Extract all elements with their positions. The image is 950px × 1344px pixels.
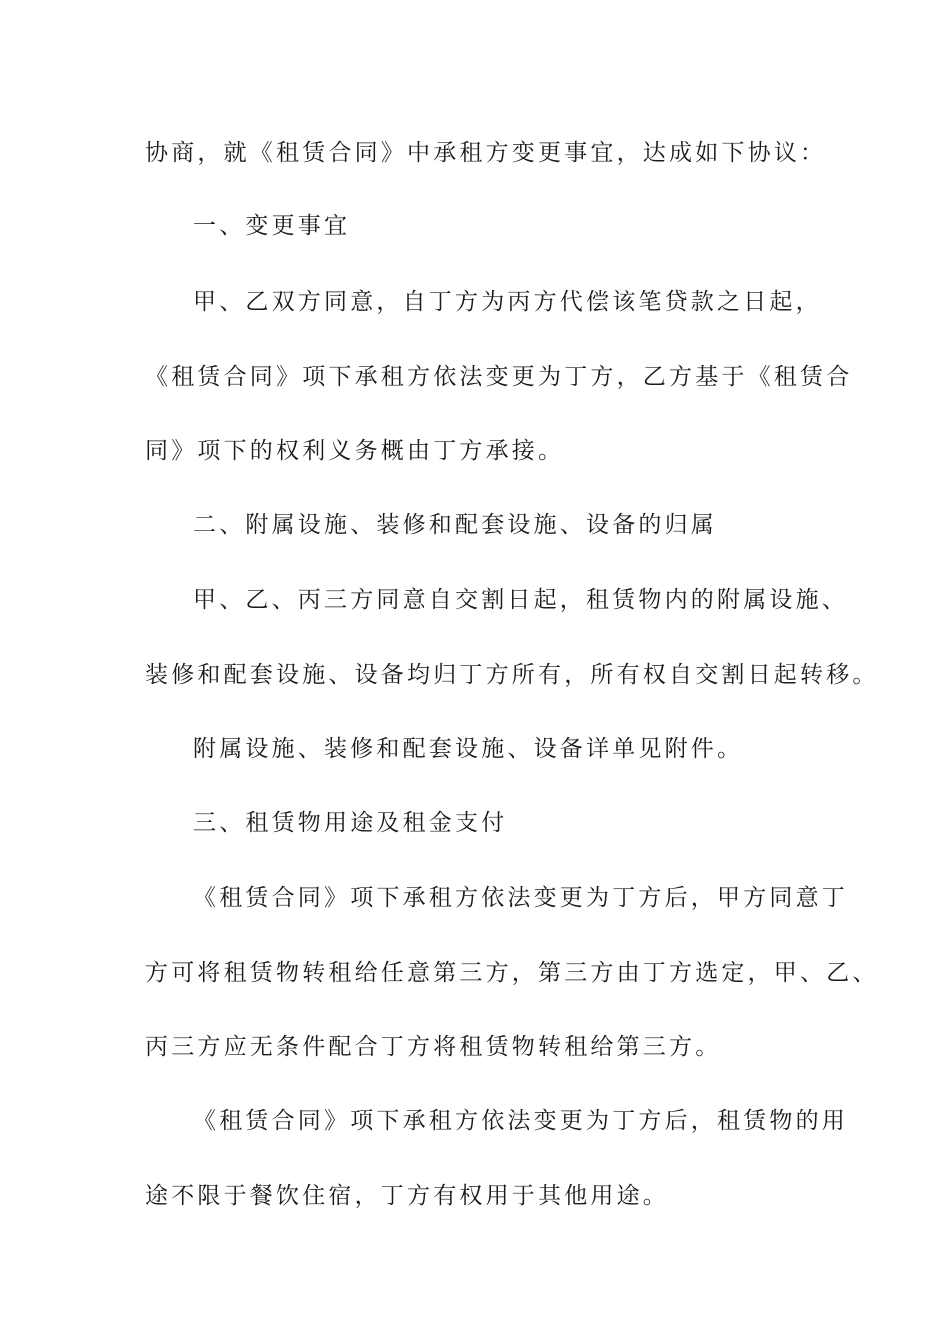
- section-heading-use-and-rent: 三、租赁物用途及租金支付: [193, 810, 508, 836]
- section-heading-ownership: 二、附属设施、装修和配套设施、设备的归属: [193, 512, 717, 538]
- clause-3-line-2: 方可将租赁物转租给任意第三方，第三方由丁方选定，甲、乙、: [145, 960, 879, 986]
- clause-3-line-1: 《租赁合同》项下承租方依法变更为丁方后，甲方同意丁: [193, 885, 848, 911]
- section-heading-change-matters: 一、变更事宜: [193, 213, 351, 239]
- clause-3-use-line-1: 《租赁合同》项下承租方依法变更为丁方后，租赁物的用: [193, 1108, 848, 1134]
- paragraph-intro-line: 协商，就《租赁合同》中承租方变更事宜，达成如下协议：: [145, 140, 827, 166]
- clause-2-line-2: 装修和配套设施、设备均归丁方所有，所有权自交割日起转移。: [145, 662, 879, 688]
- clause-3-line-3: 丙三方应无条件配合丁方将租赁物转租给第三方。: [145, 1034, 722, 1060]
- clause-2-attachment-note: 附属设施、装修和配套设施、设备详单见附件。: [193, 736, 744, 762]
- clause-1-line-2: 《租赁合同》项下承租方依法变更为丁方，乙方基于《租赁合: [145, 364, 853, 390]
- clause-2-line-1: 甲、乙、丙三方同意自交割日起，租赁物内的附属设施、: [193, 587, 848, 613]
- clause-1-line-1: 甲、乙双方同意，自丁方为丙方代偿该笔贷款之日起，: [193, 289, 822, 315]
- clause-1-line-3: 同》项下的权利义务概由丁方承接。: [145, 438, 565, 464]
- clause-3-use-line-2: 途不限于餐饮住宿，丁方有权用于其他用途。: [145, 1183, 669, 1209]
